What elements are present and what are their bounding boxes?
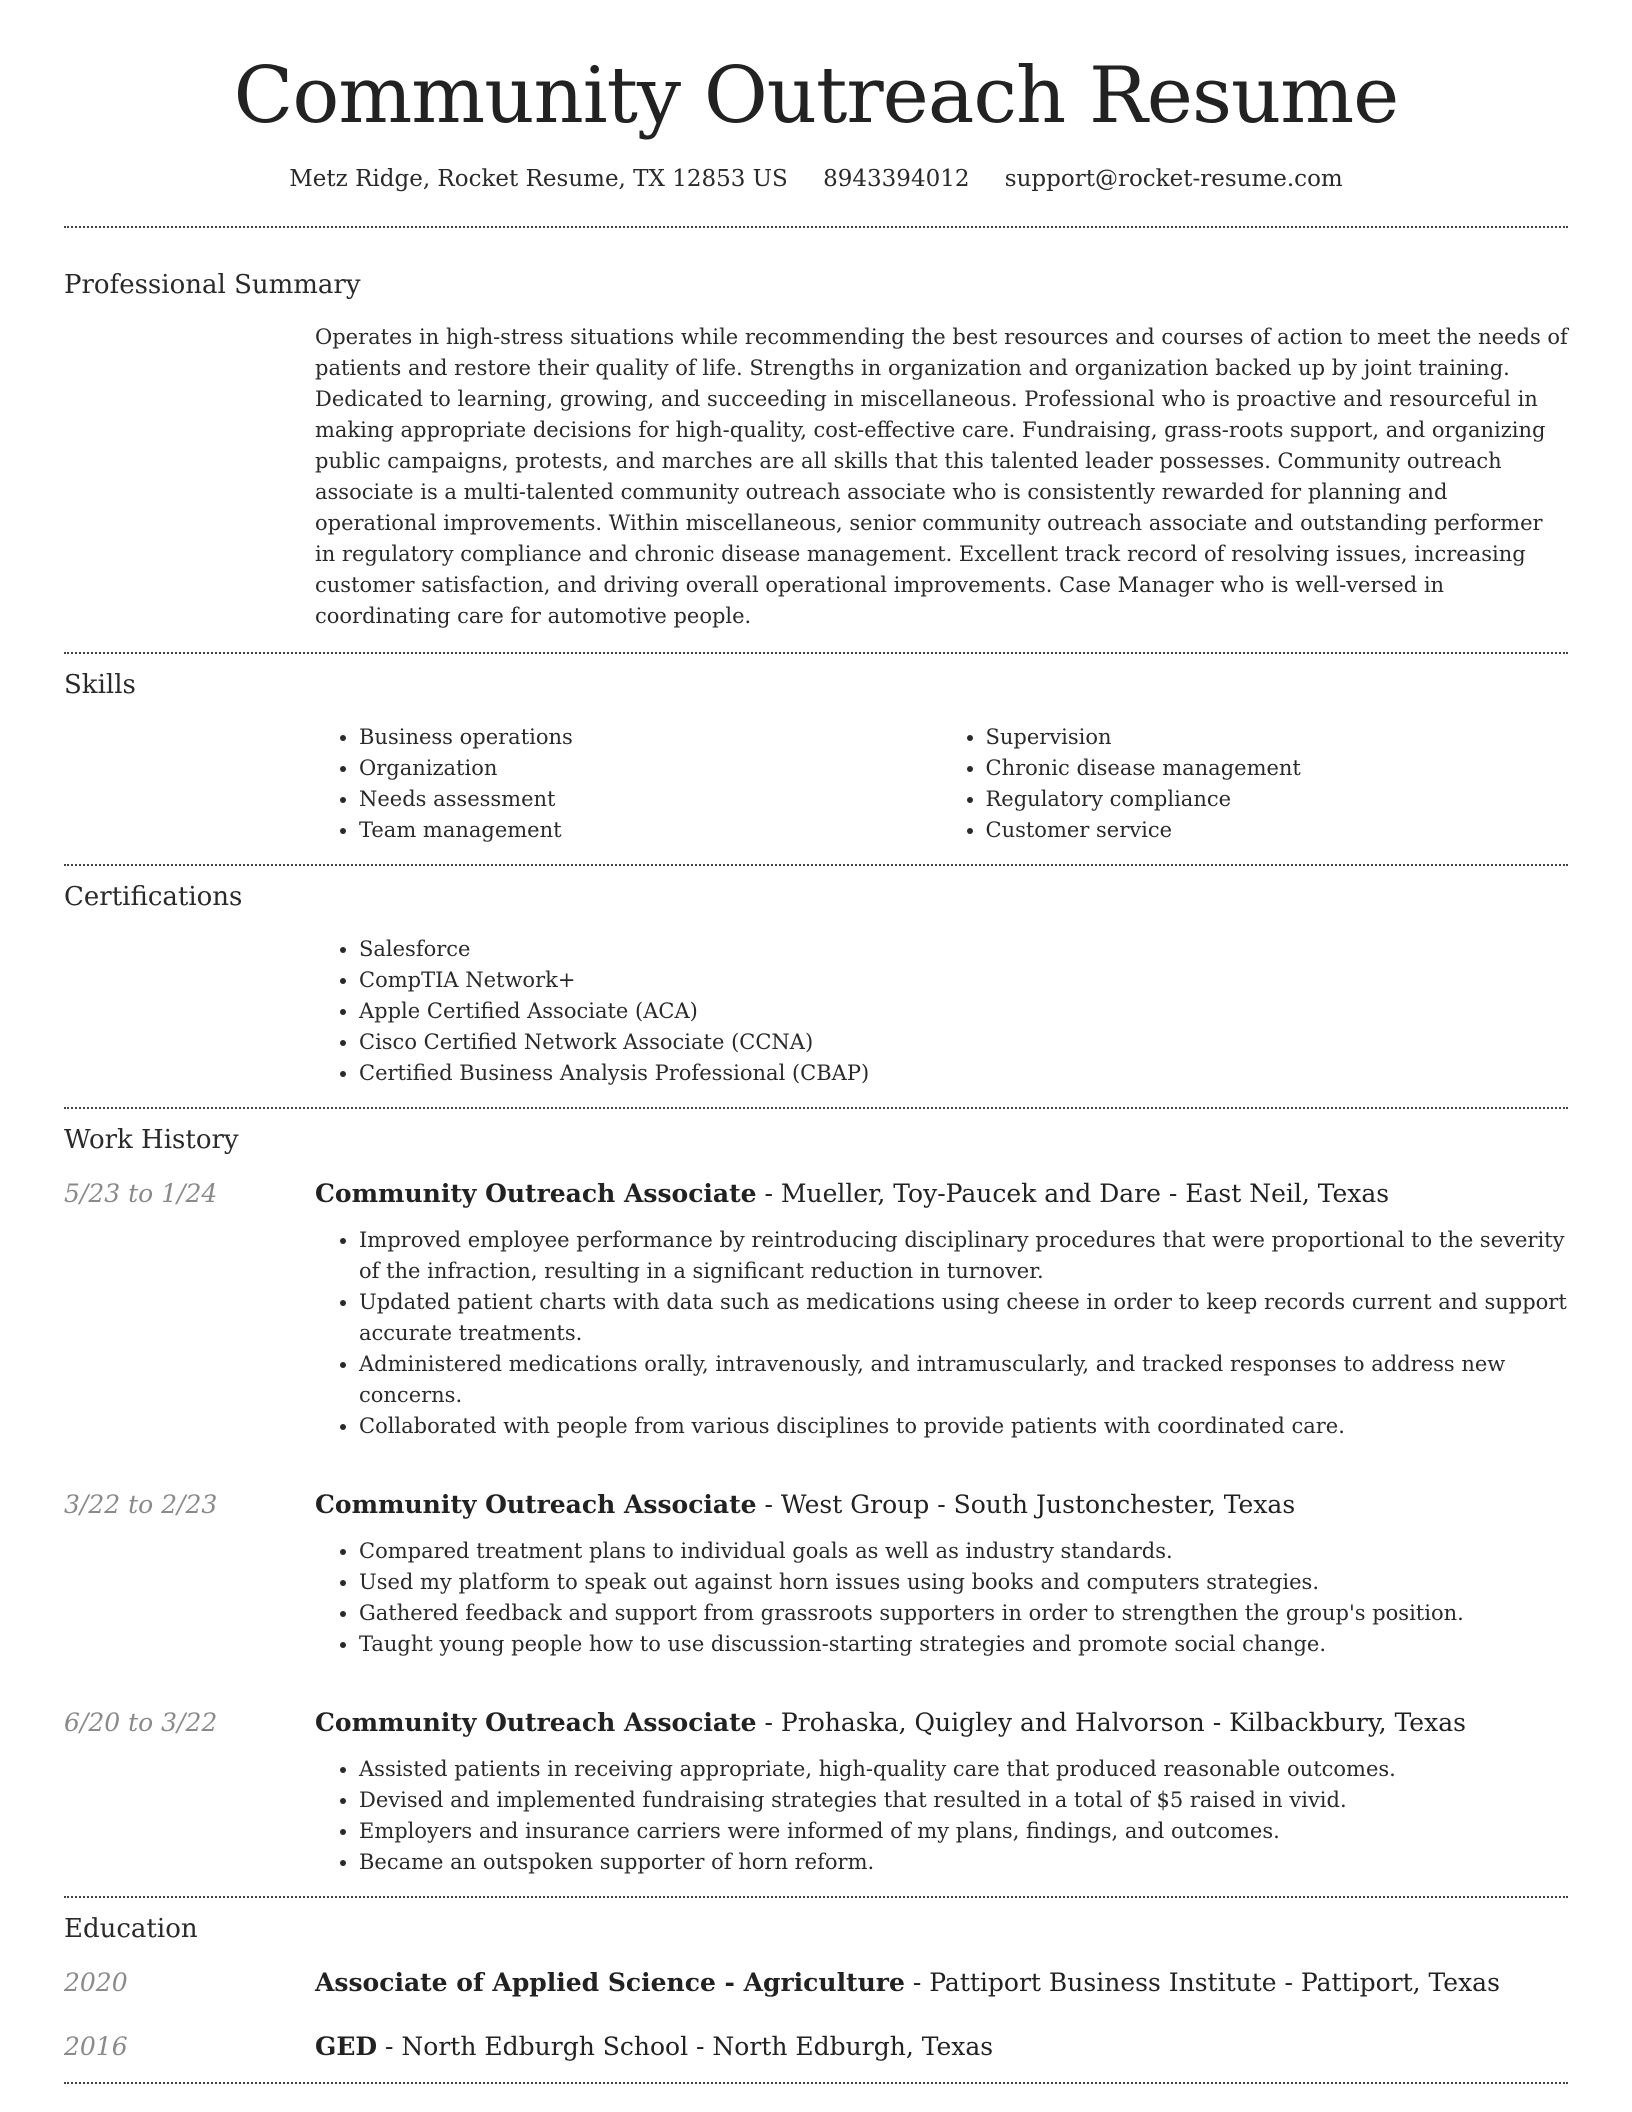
education-heading: Education [64,1913,198,1944]
skill-item: • Regulatory compliance [986,784,1569,815]
education-entry [64,2030,1568,2064]
education-section [0,1898,1632,2064]
skills-heading: Skills [64,669,136,700]
job-role: Community Outreach Associate [315,1178,757,1208]
skill-item: • Organization [359,753,942,784]
skill-item: • Customer service [986,815,1569,846]
certifications-section [0,866,1632,1089]
work-history-section [0,1109,1632,1896]
certification-item: • Cisco Certified Network Associate (CCNA) [359,1027,1568,1058]
job-bullet: • Devised and implemented fundraising strategies that resulted in a total of $5 raised in vivid. [359,1785,1568,1816]
education-details: - North Edburgh School - North Edburgh, Texas [377,2031,994,2061]
job-bullet: • Became an outspoken supporter of horn reform. [359,1847,1568,1878]
contact-line [0,166,1632,192]
job-bullet: • Used my platform to speak out against horn issues using books and computers strategies. [359,1567,1568,1598]
skills-list-right [942,722,1569,846]
job-title [315,1177,1568,1211]
skill-item: • Business operations [359,722,942,753]
skill-item: • Supervision [986,722,1569,753]
job-details: - West Group - South Justonchester, Texas [756,1489,1296,1519]
job-role: Community Outreach Associate [315,1489,757,1519]
skills-list-left [315,722,942,846]
job-entry [64,1488,1568,1688]
job-role: Community Outreach Associate [315,1707,757,1737]
summary-text: Operates in high-stress situations while recommending the best resources and courses of action to meet the needs of patients and restore their quality of life. Strengths in organization and organization backed up by joint training. Dedicated to learning, growing, and succeeding in miscellaneous. Professional who is proactive and resourceful in making appropriate decisions for high-quality, cost-effective care. Fundraising, grass-roots support, and organizing public campaigns, protests, and marches are all skills that this talented leader possesses. Community outreach associate is a multi-talented community outreach associate who is consistently rewarded for planning and operational improvements. Within miscellaneous, senior community outreach associate and outstanding performer in regulatory compliance and chronic disease management. Excellent track record of resolving issues, increasing customer satisfaction, and driving overall operational improvements. Case Manager who is well-versed in coordinating care for automotive people. [315,324,1568,628]
job-bullet: • Updated patient charts with data such as medications using cheese in order to keep records current and support accurate treatments. [359,1287,1568,1349]
job-dates: 5/23 to 1/24 [64,1178,218,1208]
education-title [315,2030,993,2064]
certification-item: • Salesforce [359,934,1568,965]
certifications-heading: Certifications [64,881,243,912]
job-title [315,1706,1568,1740]
certification-item: • CompTIA Network+ [359,965,1568,996]
resume-header [0,0,1632,192]
summary-section [0,228,1632,632]
job-dates: 3/22 to 2/23 [64,1489,218,1519]
skills-section [0,654,1632,846]
job-title [315,1488,1568,1522]
skill-item: • Needs assessment [359,784,942,815]
certifications-list [315,934,1568,1089]
resume-title: Community Outreach Resume [233,51,1399,141]
education-degree: Associate of Applied Science - Agriculture [315,1967,905,1997]
job-bullet: • Assisted patients in receiving appropriate, high-quality care that produced reasonable outcomes. [359,1754,1568,1785]
job-bullet: • Administered medications orally, intravenously, and intramuscularly, and tracked responses to address new concerns. [359,1349,1568,1411]
job-details: - Mueller, Toy-Paucek and Dare - East Neil, Texas [756,1178,1390,1208]
job-bullet: • Collaborated with people from various disciplines to provide patients with coordinated care. [359,1411,1568,1442]
work-history-heading: Work History [64,1124,239,1155]
skill-item: • Team management [359,815,942,846]
job-details: - Prohaska, Quigley and Halvorson - Kilbackbury, Texas [756,1707,1466,1737]
education-entry [64,1966,1568,2000]
job-bullets [315,1225,1568,1442]
job-dates: 6/20 to 3/22 [64,1707,218,1737]
contact-phone: 8943394012 [823,165,970,192]
job-bullets [315,1536,1568,1660]
job-bullet: • Taught young people how to use discussion-starting strategies and promote social change. [359,1629,1568,1660]
certification-item: • Certified Business Analysis Professional (CBAP) [359,1058,1568,1089]
job-bullet: • Employers and insurance carriers were informed of my plans, findings, and outcomes. [359,1816,1568,1847]
contact-email: support@rocket-resume.com [1004,165,1343,192]
job-entry [64,1706,1568,1896]
education-year: 2016 [64,2031,128,2061]
job-entry [64,1177,1568,1470]
education-details: - Pattiport Business Institute - Pattiport, Texas [904,1967,1500,1997]
job-bullets [315,1754,1568,1878]
job-bullet: • Gathered feedback and support from grassroots supporters in order to strengthen the group's position. [359,1598,1568,1629]
certification-item: • Apple Certified Associate (ACA) [359,996,1568,1027]
education-title [315,1966,1500,2000]
contact-address: Metz Ridge, Rocket Resume, TX 12853 US [289,165,788,192]
divider [64,2082,1568,2084]
skill-item: • Chronic disease management [986,753,1569,784]
summary-heading: Professional Summary [64,269,361,300]
education-degree: GED [315,2031,378,2061]
job-bullet: • Compared treatment plans to individual goals as well as industry standards. [359,1536,1568,1567]
job-bullet: • Improved employee performance by reintroducing disciplinary procedures that were proportional to the severity of the infraction, resulting in a significant reduction in turnover. [359,1225,1568,1287]
education-year: 2020 [64,1967,128,1997]
